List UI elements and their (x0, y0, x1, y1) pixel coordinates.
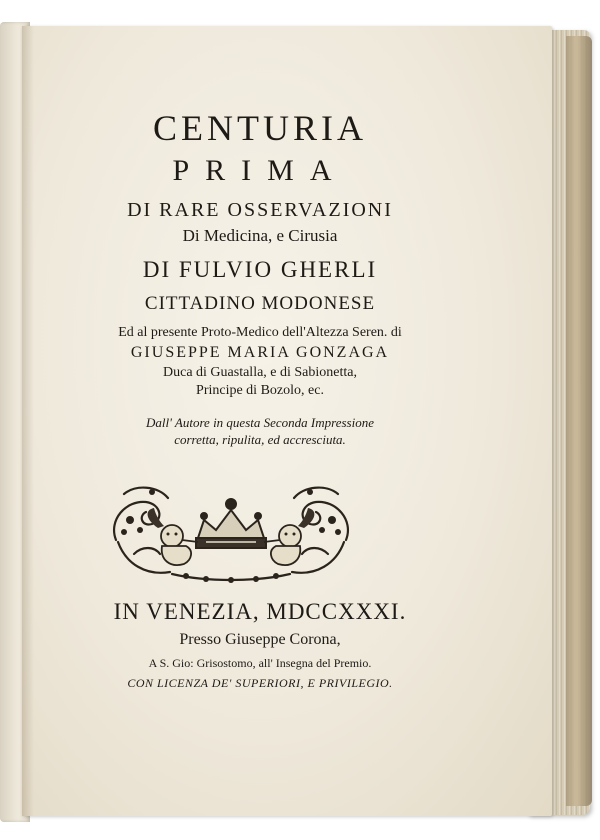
author-role: Ed al presente Proto-Medico dell'Altezza Seren. di (118, 325, 402, 340)
subtitle-line-2: Di Medicina, e Cirusia (182, 226, 338, 245)
edition-note-1: Dall' Autore in questa Seconda Impressione (146, 415, 374, 430)
imprint-license: CON LICENZA DE' SUPERIORI, E PRIVILEGIO. (127, 676, 393, 690)
patron-name: GIUSEPPE MARIA GONZAGA (130, 344, 390, 361)
subtitle-line-1: DI RARE OSSERVAZIONI (127, 199, 393, 221)
title-line-2: PRIMA (172, 154, 348, 187)
book-spine-right (566, 36, 592, 806)
imprint-block (50, 594, 470, 689)
author-name: DI FULVIO GHERLI (142, 257, 378, 282)
page-gutter-shadow (22, 26, 34, 816)
patron-title-1: Duca di Guastalla, e di Sabionetta, (163, 365, 357, 380)
imprint-place-year: IN VENEZIA, MDCCXXXI. (113, 599, 407, 624)
imprint-printer: Presso Giuseppe Corona, (179, 631, 341, 648)
patron-title-2: Principe di Bozolo, ec. (196, 383, 324, 398)
author-origin: CITTADINO MODONESE (144, 293, 376, 314)
edition-note-2: corretta, ripulita, ed accresciuta. (174, 432, 346, 447)
title-line-1: CENTURIA (153, 108, 367, 148)
crown-cherubs-woodcut-icon (106, 480, 356, 584)
imprint-address: A S. Gio: Grisostomo, all' Insegna del Premio. (148, 656, 372, 670)
title-block (50, 100, 470, 446)
